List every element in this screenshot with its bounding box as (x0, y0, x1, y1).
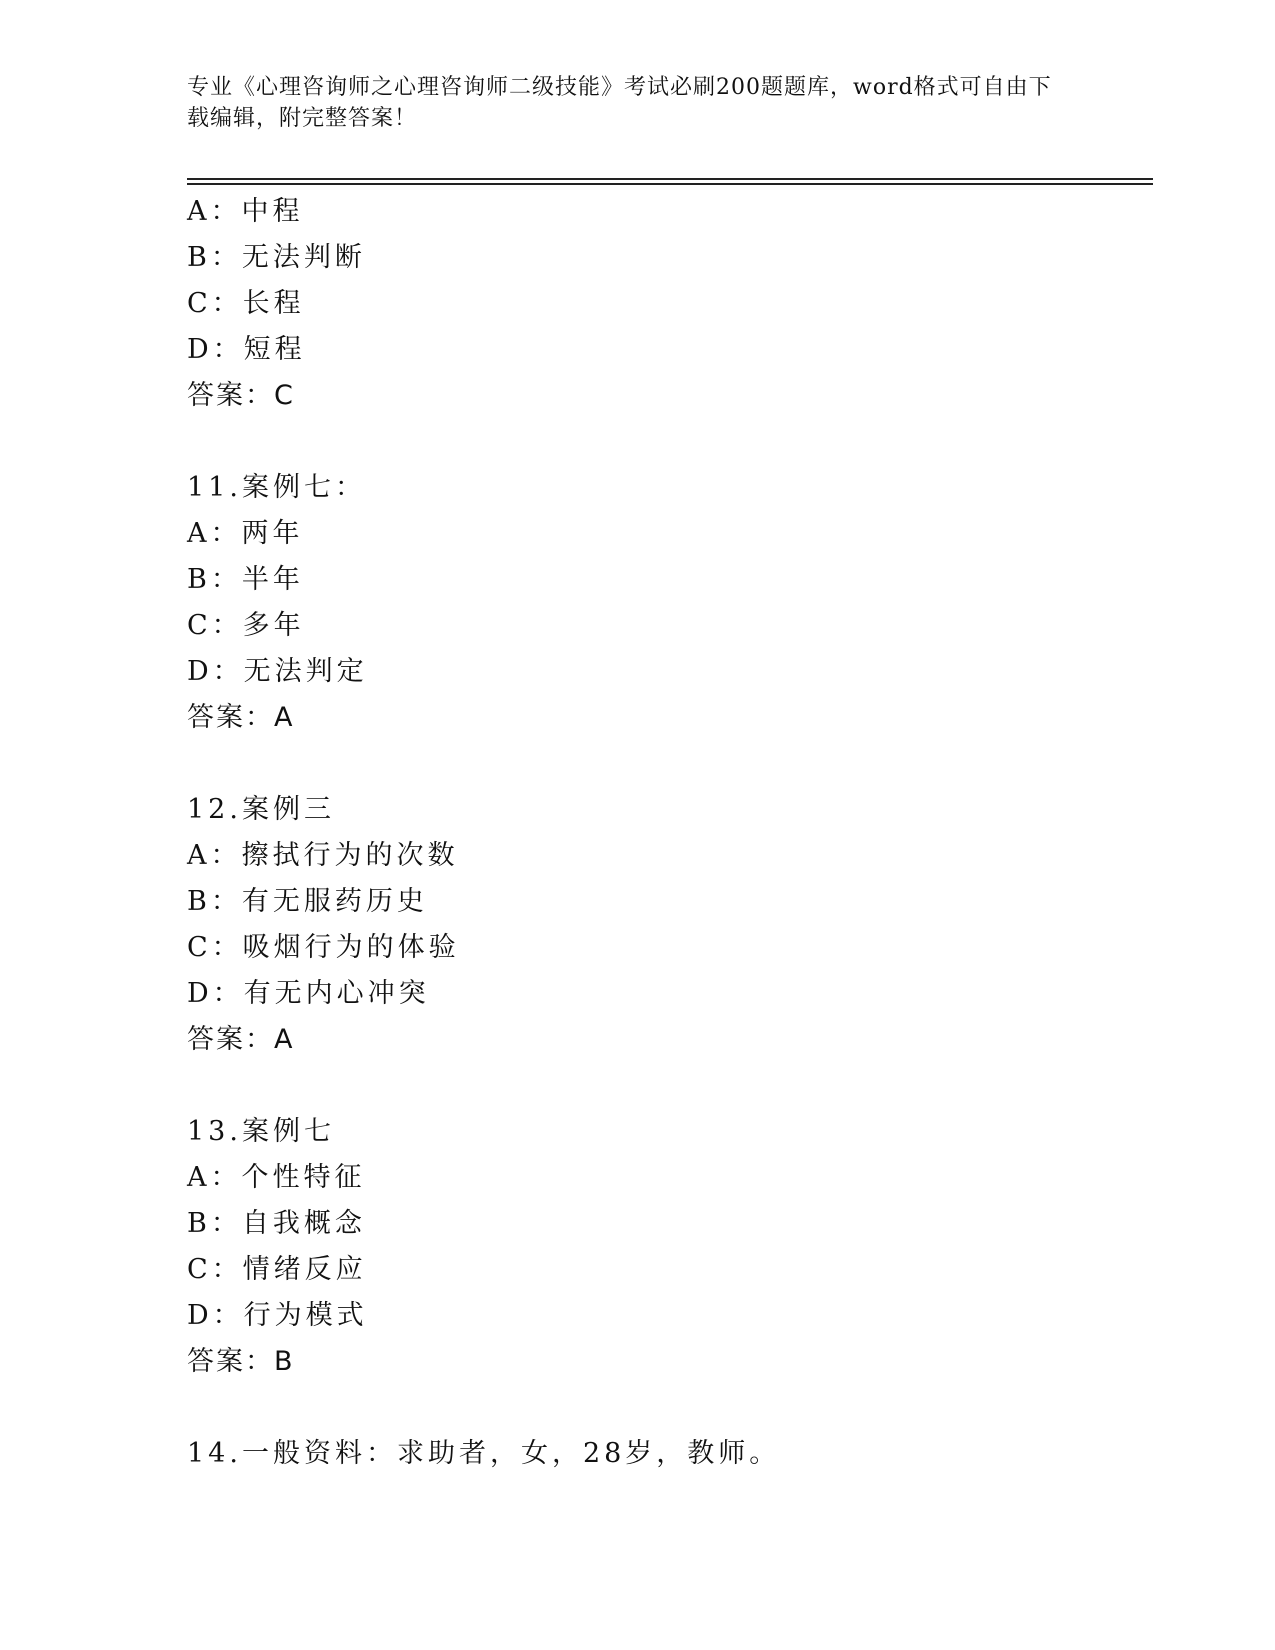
spacer (187, 1385, 1147, 1431)
spacer (187, 419, 1147, 465)
header-rule-bottom (187, 183, 1153, 185)
option-line: B：有无服药历史 (187, 886, 428, 917)
option-line: D：行为模式 (187, 1300, 368, 1331)
question-title: 13.案例七 (187, 1116, 335, 1147)
answer-line: 答案：B (187, 1346, 295, 1377)
spacer (187, 1063, 1147, 1109)
spacer (187, 741, 1147, 787)
question-list (187, 189, 1147, 1477)
option-line: B：半年 (187, 564, 304, 595)
option-line: A：擦拭行为的次数 (187, 840, 459, 871)
question-title: 12.案例三 (187, 794, 335, 825)
option-line: A：两年 (187, 518, 304, 549)
option-line: C：长程 (187, 288, 305, 319)
option-line: C：吸烟行为的体验 (187, 932, 460, 963)
option-line: C：多年 (187, 610, 305, 641)
option-line: D：有无内心冲突 (187, 978, 430, 1009)
option-line: A：个性特征 (187, 1162, 366, 1193)
option-line: B：自我概念 (187, 1208, 366, 1239)
option-line: A：中程 (187, 196, 304, 227)
answer-line: 答案：C (187, 380, 295, 411)
option-line: B：无法判断 (187, 242, 366, 273)
answer-line: 答案：A (187, 702, 295, 733)
option-line: D：短程 (187, 334, 306, 365)
question-title: 11.案例七： (187, 472, 366, 503)
option-line: D：无法判定 (187, 656, 368, 687)
document-header: 专业《心理咨询师之心理咨询师二级技能》考试必刷200题题库，word格式可自由下载编辑，附完整答案！ (187, 75, 1052, 131)
answer-line: 答案：A (187, 1024, 295, 1055)
question-title: 14.一般资料：求助者，女，28岁，教师。 (187, 1438, 781, 1469)
option-line: C：情绪反应 (187, 1254, 367, 1285)
header-rule-top (187, 178, 1153, 180)
